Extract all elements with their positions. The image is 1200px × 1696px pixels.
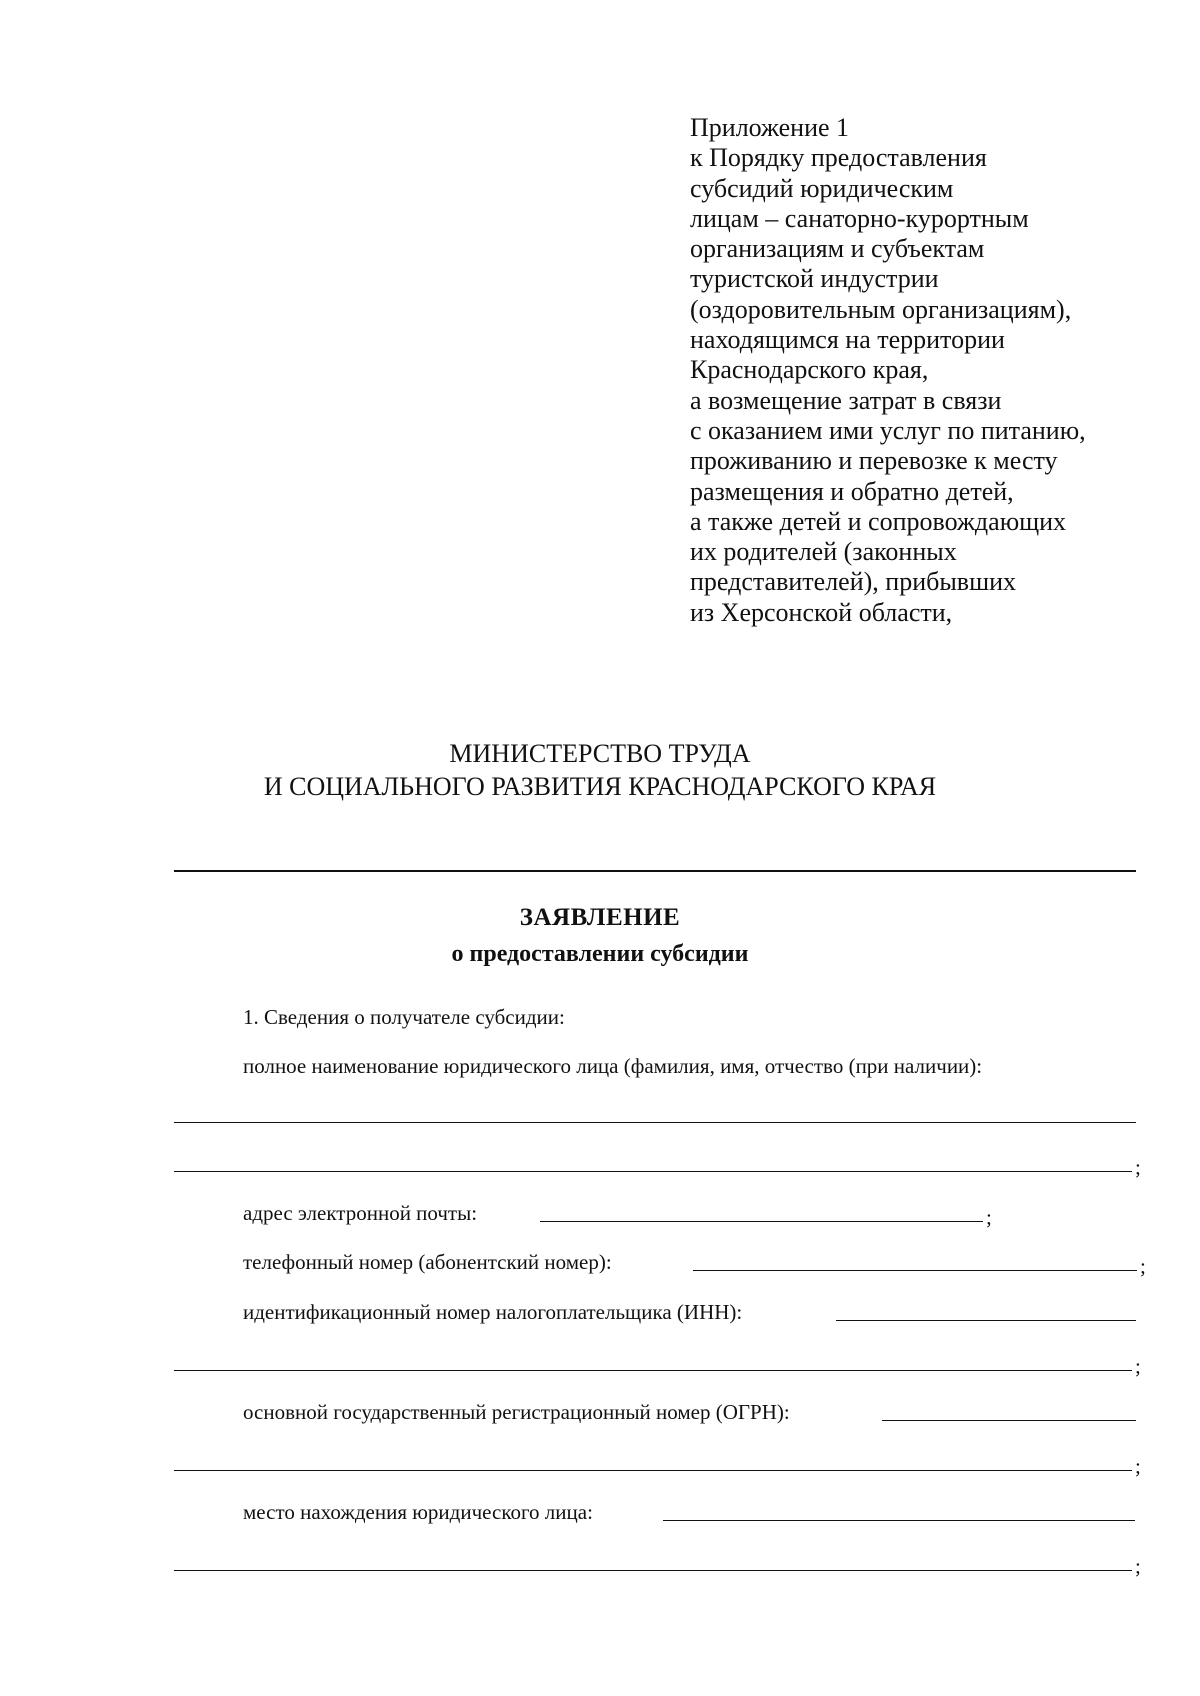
location-field-line-2[interactable] [174, 1570, 1132, 1571]
annex-line: их родителей (законных [690, 537, 957, 567]
annex-line: а также детей и сопровождающих [690, 506, 1067, 536]
ogrn-field-line-2[interactable] [174, 1470, 1132, 1471]
application-title-block [0, 900, 1200, 972]
full-name-terminator: ; [1135, 1155, 1141, 1179]
annex-line: Приложение 1 [690, 113, 850, 142]
inn-terminator: ; [1135, 1354, 1141, 1378]
location-field-line-1[interactable] [663, 1520, 1135, 1521]
annex-line: субсидий юридическим [690, 173, 954, 203]
annex-line: к Порядку предоставления [690, 143, 987, 173]
ogrn-field-line-1[interactable] [882, 1420, 1136, 1421]
section-heading: 1. Сведения о получателе субсидии: [243, 1005, 565, 1029]
annex-line: представителей), прибывших [690, 567, 1017, 597]
annex-line: из Херсонской области, [690, 597, 953, 627]
phone-terminator: ; [1140, 1254, 1146, 1278]
annex-line: проживанию и перевозке к месту [690, 446, 1058, 476]
inn-label: идентификационный номер налогоплательщика (ИНН): [243, 1300, 743, 1324]
annex-line: находящимся на территории [690, 325, 1005, 355]
phone-label: телефонный номер (абонентский номер): [243, 1250, 612, 1274]
location-terminator: ; [1135, 1554, 1141, 1578]
ogrn-label: основной государственный регистрационный номер (ОГРН): [243, 1400, 790, 1424]
annex-line: с оказанием ими услуг по питанию, [690, 415, 1086, 445]
full-name-field-line-2[interactable] [174, 1171, 1132, 1172]
application-title: ЗАЯВЛЕНИЕ [519, 904, 681, 931]
inn-field-line-2[interactable] [174, 1370, 1132, 1371]
annex-line: туристской индустрии [690, 264, 939, 294]
annex-line: размещения и обратно детей, [690, 476, 1014, 506]
full-name-field-line-1[interactable] [174, 1122, 1136, 1123]
annex-line: организациям и субъектам [690, 234, 985, 264]
email-field[interactable] [540, 1221, 983, 1222]
annex-line: Краснодарского края, [690, 355, 929, 385]
full-name-label: полное наименование юридического лица (фамилия, имя, отчество (при наличии): [243, 1054, 983, 1078]
horizontal-divider [174, 870, 1136, 872]
annex-line: (оздоровительным организациям), [690, 294, 1072, 324]
location-label: место нахождения юридического лица: [243, 1500, 593, 1524]
annex-block [690, 113, 1160, 628]
inn-field-line-1[interactable] [836, 1320, 1136, 1321]
application-subtitle: о предоставлении субсидии [451, 941, 749, 967]
ministry-line-1: МИНИСТЕРСТВО ТРУДА [449, 739, 751, 768]
ministry-line-2: И СОЦИАЛЬНОГО РАЗВИТИЯ КРАСНОДАРСКОГО КРАЯ [263, 772, 937, 801]
email-label: адрес электронной почты: [243, 1201, 478, 1225]
email-terminator: ; [986, 1205, 992, 1229]
annex-line: лицам – санаторно-курортным [690, 203, 1029, 233]
ogrn-terminator: ; [1135, 1454, 1141, 1478]
phone-field[interactable] [693, 1270, 1137, 1271]
ministry-heading [0, 737, 1200, 803]
annex-line: а возмещение затрат в связи [690, 385, 1002, 415]
